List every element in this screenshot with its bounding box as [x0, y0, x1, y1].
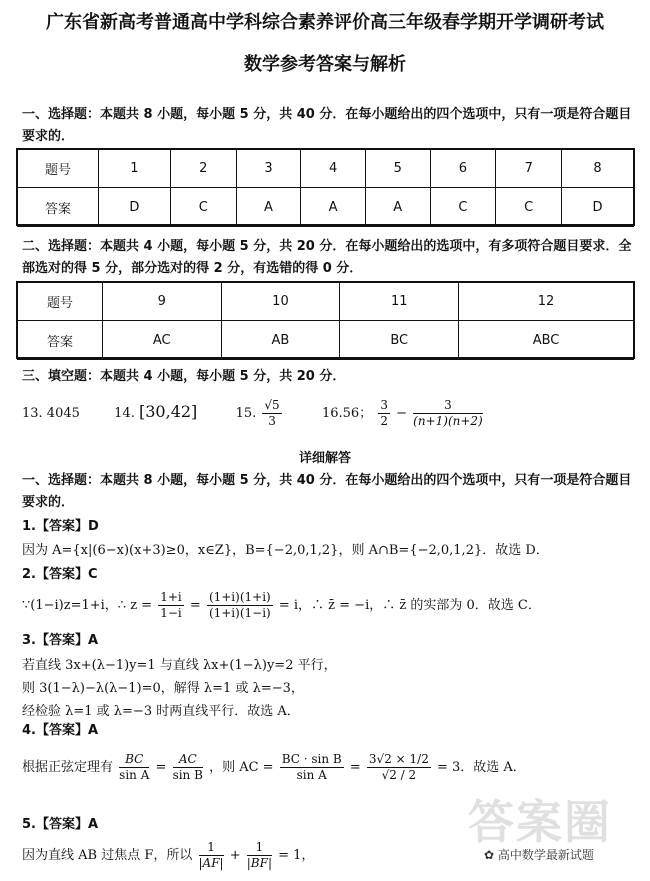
question-number: 2 [170, 150, 236, 188]
table-row-header: 题号 [18, 283, 103, 321]
question-number: 4 [301, 150, 366, 188]
table-row-header: 答案 [18, 321, 103, 360]
question-number: 7 [496, 150, 562, 188]
question-number: 1 [99, 150, 171, 188]
q3-answer-head: 3.【答案】A [22, 633, 99, 648]
answer-cell: ABC [459, 321, 634, 360]
q5-answer-head: 5.【答案】A [22, 817, 99, 832]
answer-cell: A [236, 188, 301, 227]
question-number: 10 [221, 283, 340, 321]
section3-heading: 三、填空题：本题共 4 小题，每小题 5 分，共 20 分． [22, 369, 346, 384]
fraction-denominator: 1−i [160, 606, 182, 620]
question-number: 12 [459, 283, 634, 321]
q4-fraction-2 [173, 752, 203, 783]
equals-sign: = [189, 598, 201, 613]
q3-solution-line1: 若直线 3x+(λ−1)y=1 与直线 λx+(1−λ)y=2 平行， [22, 658, 337, 673]
document-title: 广东省新高考普通高中学科综合素养评价高三年级春学期开学调研考试 [46, 12, 604, 33]
q4-answer-head: 4.【答案】A [22, 723, 99, 738]
q4-fraction-3 [280, 752, 344, 783]
fraction-numerator: 3 [380, 398, 388, 412]
fraction-denominator: (n+1)(n+2) [413, 414, 483, 428]
answer-cell: C [496, 188, 562, 227]
q4-text-mid: ，则 AC = [209, 760, 274, 775]
section2-heading-line2: 部选对的得 5 分，部分选对的得 2 分，有选错的得 0 分． [22, 261, 363, 276]
q4-fraction-1 [119, 752, 149, 783]
q2-fraction-2 [207, 590, 273, 621]
answer-16-fraction-2 [413, 398, 483, 429]
fraction-numerator: 1 [199, 840, 224, 856]
section1-heading-line1: 一、选择题：本题共 8 小题，每小题 5 分，共 40 分．在每小题给出的四个选项中，只有一项是符合题目 [22, 107, 632, 122]
q2-solution [22, 590, 541, 621]
answer-cell: A [365, 188, 430, 227]
section1-heading-line2: 要求的． [22, 129, 75, 144]
q5-fraction-2 [247, 840, 272, 871]
answer-cell: AB [221, 321, 340, 360]
q2-text-pre: ∵(1−i)z=1+i，∴ z = [22, 598, 153, 613]
watermark-logo: 答案圈 [468, 795, 612, 849]
fraction-denominator: sin A [296, 768, 327, 782]
q2-answer-head: 2.【答案】C [22, 567, 98, 582]
answer-cell: A [301, 188, 366, 227]
q3-solution-line2: 则 3(1−λ)−λ(λ−1)=0，解得 λ=1 或 λ=−3， [22, 681, 304, 696]
question-number: 8 [562, 150, 634, 188]
question-number: 9 [103, 283, 222, 321]
q2-fraction-1 [158, 590, 184, 621]
plus-sign: + [229, 848, 241, 863]
fraction-numerator: √5 [264, 398, 280, 412]
q4-text-post: = 3．故选 A． [436, 760, 526, 775]
answer-cell: C [430, 188, 496, 227]
answer-14-value: [30,42] [139, 402, 198, 421]
answer-cell: AC [103, 321, 222, 360]
wechat-icon: ✿ [484, 848, 495, 862]
fraction-numerator: 3 [413, 398, 483, 414]
section1-answer-table [17, 149, 634, 227]
answer-cell: C [170, 188, 236, 227]
answer-16-fraction-1 [378, 398, 390, 429]
table-row-header: 题号 [18, 150, 99, 188]
answer-13: 13. 4045 [22, 406, 80, 421]
table-row [18, 321, 634, 360]
answer-cell: D [562, 188, 634, 227]
fraction-denominator: |AF| [198, 856, 224, 870]
fraction-denominator: sin A [119, 768, 150, 782]
answer-cell: D [99, 188, 171, 227]
detail-intro-line2: 要求的． [22, 495, 75, 510]
q2-text-post: = i，∴ z̄ = −i，∴ z̄ 的实部为 0．故选 C． [278, 598, 541, 613]
fraction-denominator: (1+i)(1−i) [208, 606, 271, 620]
q5-text-pre: 因为直线 AB 过焦点 F，所以 [22, 848, 193, 863]
table-row [18, 283, 634, 321]
q3-solution-line3: 经检验 λ=1 或 λ=−3 时两直线平行．故选 A． [22, 704, 300, 719]
q1-solution: 因为 A={x|(6−x)(x+3)≥0，x∈Z}，B={−2,0,1,2}，则 A∩B={−2,0,1,2}．故选 D． [22, 543, 549, 558]
document-subtitle: 数学参考答案与解析 [244, 54, 406, 75]
equals-sign: = [155, 760, 167, 775]
question-number: 6 [430, 150, 496, 188]
table-row [18, 188, 634, 227]
answer-cell: BC [340, 321, 459, 360]
fraction-denominator: sin B [172, 768, 203, 782]
fraction-numerator: 3√2 × 1/2 [368, 752, 429, 766]
fraction-denominator: |BF| [246, 856, 272, 870]
fraction-numerator: 1 [247, 840, 272, 856]
fill-in-answers [22, 398, 485, 429]
answer-14-label: 14. [114, 406, 135, 421]
detail-intro-line1: 一、选择题：本题共 8 小题，每小题 5 分，共 40 分．在每小题给出的四个选项中，只有一项是符合题目 [22, 473, 632, 488]
fraction-numerator: BC [119, 752, 149, 768]
fraction-numerator: (1+i)(1+i) [208, 590, 271, 604]
q4-text-pre: 根据正弦定理有 [22, 760, 114, 775]
fraction-denominator: 2 [380, 414, 388, 428]
answer-15-fraction [262, 398, 281, 429]
section2-answer-table [17, 282, 634, 360]
question-number: 5 [365, 150, 430, 188]
answer-16-label: 16.56； [321, 406, 373, 421]
q5-solution [22, 840, 314, 871]
question-number: 3 [236, 150, 301, 188]
q5-fraction-1 [199, 840, 224, 871]
q4-fraction-4 [367, 752, 431, 783]
watermark-caption [484, 846, 594, 863]
table-row [18, 150, 634, 188]
q4-solution [22, 752, 526, 783]
fraction-numerator: AC [173, 752, 203, 768]
minus-sign: − [396, 406, 408, 421]
detail-heading: 详细解答 [298, 451, 351, 466]
question-number: 11 [340, 283, 459, 321]
table-row-header: 答案 [18, 188, 99, 227]
q1-answer-head: 1.【答案】D [22, 519, 99, 534]
section2-heading-line1: 二、选择题：本题共 4 小题，每小题 5 分，共 20 分．在每小题给出的选项中，有多项符合题目要求．全 [22, 239, 632, 254]
fraction-numerator: BC · sin B [281, 752, 342, 766]
watermark-caption-text: 高中数学最新试题 [497, 848, 594, 862]
answer-15-label: 15. [235, 406, 257, 421]
fraction-numerator: 1+i [160, 590, 182, 604]
fraction-denominator: √2 / 2 [381, 768, 417, 782]
fraction-denominator: 3 [268, 414, 276, 428]
equals-sign: = [349, 760, 361, 775]
q5-text-post: = 1， [278, 848, 315, 863]
